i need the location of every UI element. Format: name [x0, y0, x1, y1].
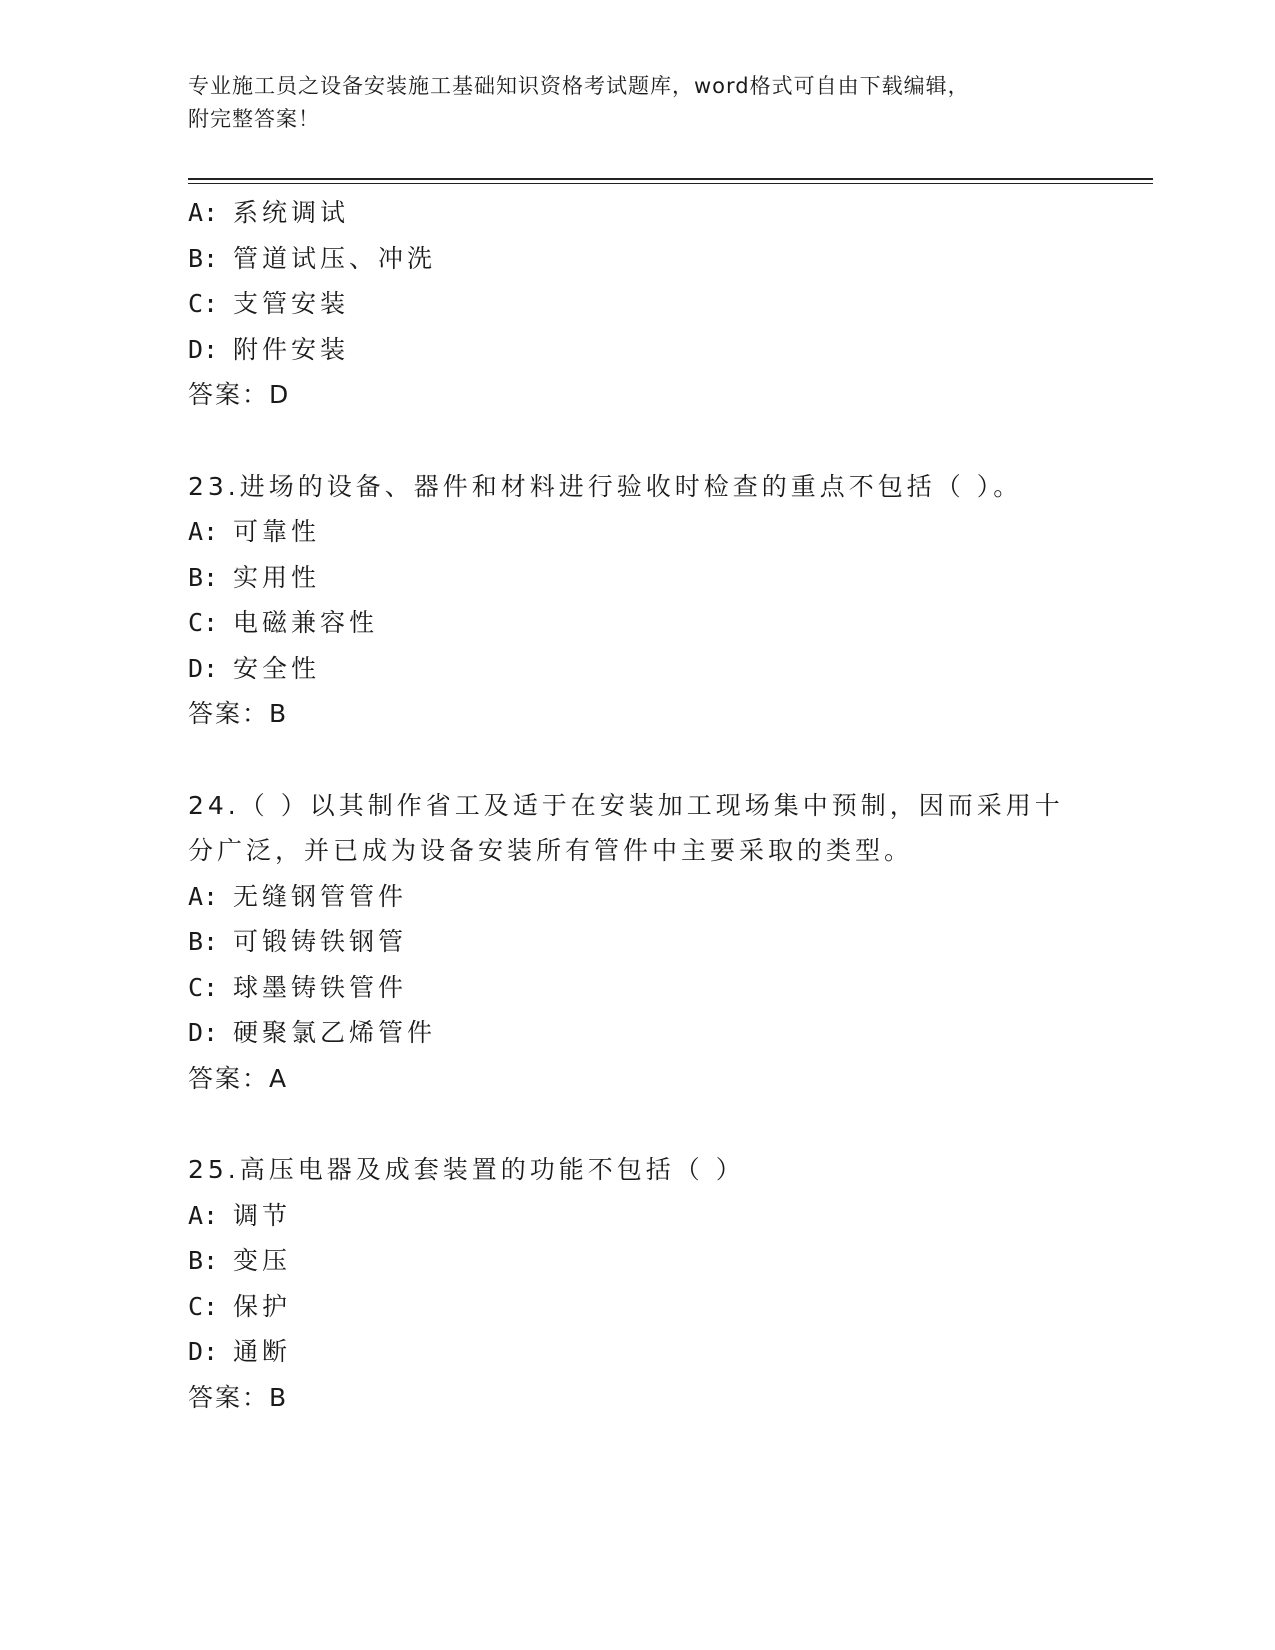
option-text: 调节 — [233, 1200, 292, 1230]
option-a — [188, 509, 1088, 555]
spacer — [188, 1101, 1088, 1147]
option-text: 电磁兼容性 — [233, 608, 379, 637]
option-text: 硬聚氯乙烯管件 — [233, 1018, 437, 1047]
option-text: 可锻铸铁钢管 — [233, 927, 408, 956]
answer-line: 答案：B — [188, 1382, 289, 1412]
option-b — [188, 1238, 1088, 1284]
option-text: 附件安装 — [233, 334, 350, 364]
option-d — [188, 1010, 1088, 1056]
option-letter: B: — [188, 243, 219, 273]
option-a — [188, 1193, 1088, 1239]
question-stem: 25.高压电器及成套装置的功能不包括（ ） — [188, 1155, 745, 1184]
question-stem: 24.（ ）以其制作省工及适于在安装加工现场集中预制，因而采用十 — [188, 790, 1064, 820]
option-c — [188, 965, 1088, 1011]
option-letter: A: — [188, 198, 219, 227]
option-letter: C: — [188, 1291, 219, 1321]
question-stem: 23.进场的设备、器件和材料进行验收时检查的重点不包括（ ）。 — [188, 471, 1023, 501]
option-text: 支管安装 — [233, 289, 350, 318]
answer-line: 答案：A — [188, 1063, 289, 1093]
option-letter: C: — [188, 289, 219, 318]
option-c — [188, 600, 1088, 646]
question-25 — [188, 1147, 1088, 1420]
option-text: 变压 — [233, 1246, 292, 1275]
option-text: 系统调试 — [233, 198, 350, 227]
option-letter: A: — [188, 1200, 219, 1230]
option-letter: D: — [188, 1018, 219, 1047]
option-b — [188, 236, 1088, 282]
option-letter: B: — [188, 1246, 219, 1275]
question-23 — [188, 464, 1088, 737]
option-d — [188, 1329, 1088, 1375]
option-letter: D: — [188, 334, 219, 364]
spacer — [188, 737, 1088, 783]
option-text: 管道试压、冲洗 — [233, 243, 437, 273]
option-letter: D: — [188, 1337, 219, 1366]
option-letter: C: — [188, 972, 219, 1002]
option-b — [188, 555, 1088, 601]
header-rule-thin — [188, 183, 1153, 184]
option-letter: C: — [188, 608, 219, 637]
option-text: 球墨铸铁管件 — [233, 972, 408, 1002]
header-line-1: 专业施工员之设备安装施工基础知识资格考试题库，word格式可自由下载编辑， — [188, 74, 970, 98]
question-22-continued — [188, 190, 1088, 418]
option-a — [188, 874, 1088, 920]
option-b — [188, 919, 1088, 965]
option-letter: B: — [188, 927, 219, 956]
option-d — [188, 646, 1088, 692]
answer-line: 答案：B — [188, 699, 289, 728]
option-c — [188, 281, 1088, 327]
question-24 — [188, 783, 1088, 1102]
option-c — [188, 1284, 1088, 1330]
option-text: 可靠性 — [233, 517, 321, 546]
option-letter: B: — [188, 562, 219, 592]
option-text: 安全性 — [233, 653, 321, 683]
option-a — [188, 190, 1088, 236]
header-line-2: 附完整答案！ — [188, 107, 320, 131]
option-letter: A: — [188, 517, 219, 546]
option-d — [188, 327, 1088, 373]
option-text: 无缝钢管管件 — [233, 881, 408, 911]
header-rule-thick — [188, 178, 1153, 180]
question-list — [188, 190, 1088, 1420]
option-letter: D: — [188, 653, 219, 683]
question-stem-continued: 分广泛，并已成为设备安装所有管件中主要采取的类型。 — [188, 836, 914, 865]
option-text: 实用性 — [233, 562, 321, 592]
spacer — [188, 418, 1088, 464]
answer-line: 答案：D — [188, 380, 291, 409]
option-letter: A: — [188, 881, 219, 911]
document-header — [188, 70, 1088, 136]
option-text: 保护 — [233, 1291, 292, 1321]
option-text: 通断 — [233, 1337, 292, 1366]
